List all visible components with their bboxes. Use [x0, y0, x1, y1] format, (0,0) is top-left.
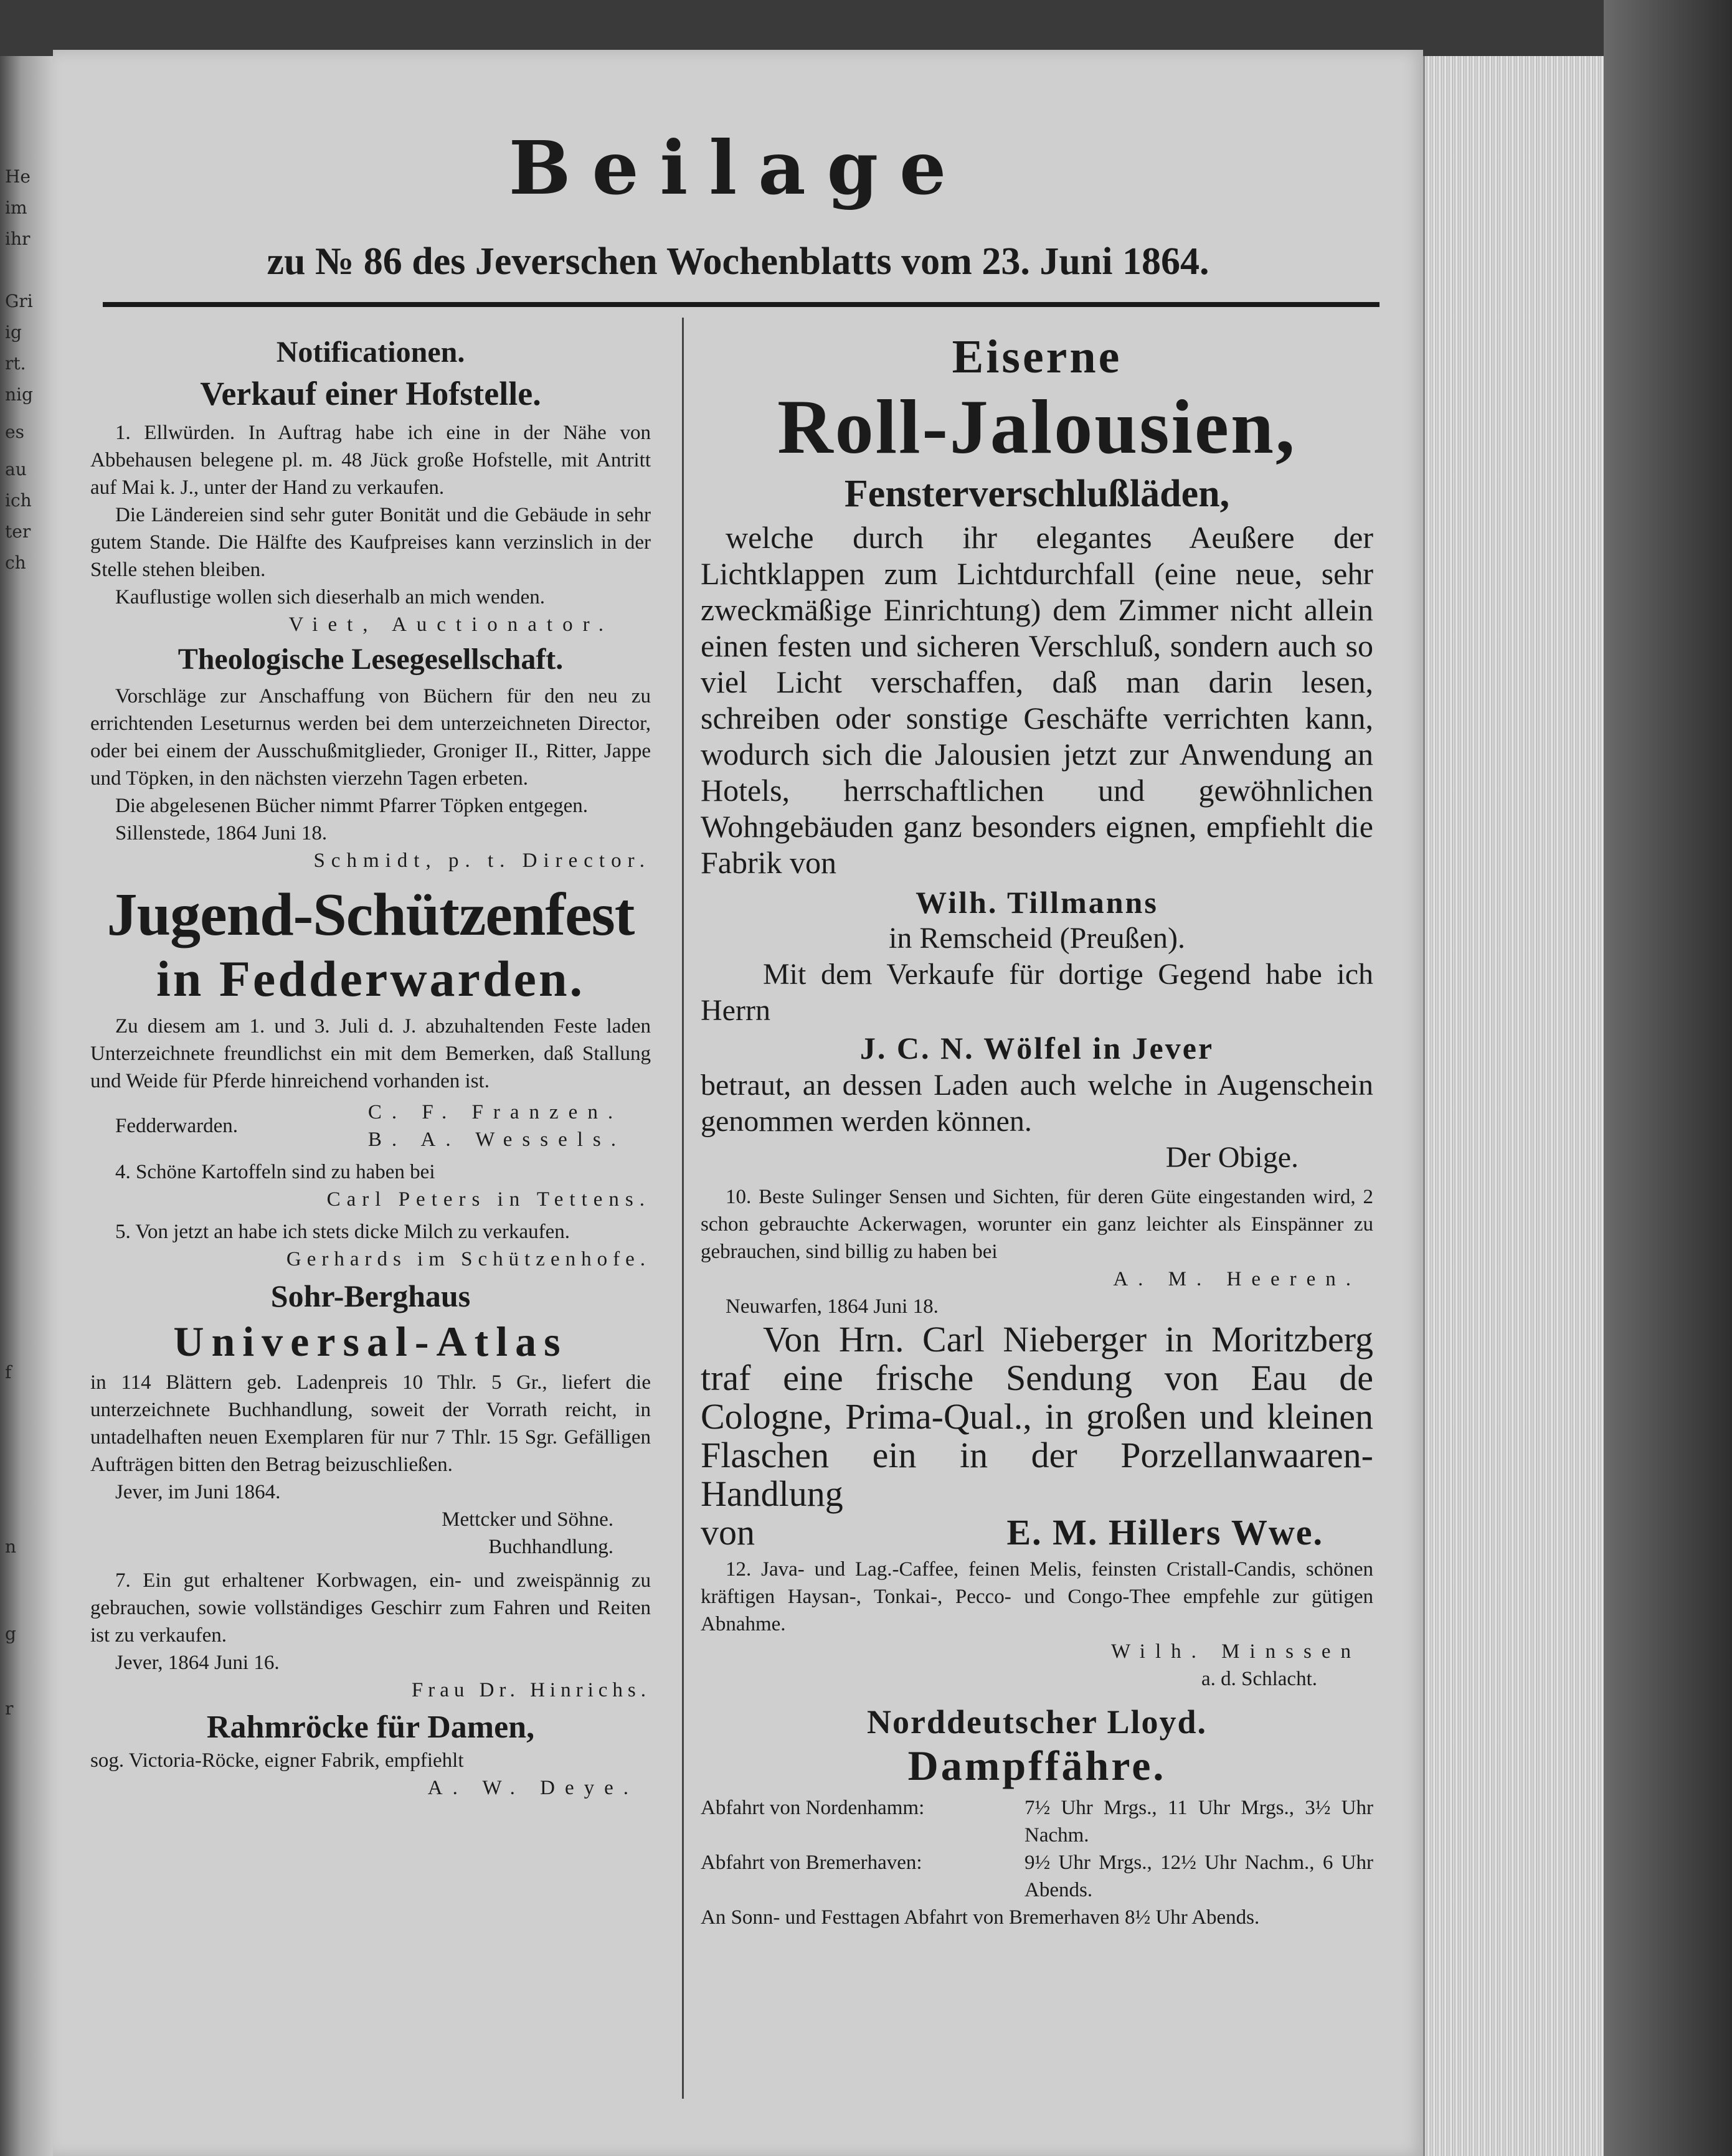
background-right: [1604, 0, 1732, 2156]
lesegesellschaft-paragraph: Die abgelesenen Bücher nimmt Pfarrer Töpken entgegen.: [115, 795, 589, 817]
atlas-signature: Buchhandlung.: [488, 1536, 613, 1558]
header-rule: [103, 302, 1379, 307]
margin-fragment: es: [5, 422, 24, 442]
kartoffeln-paragraph: 4. Schöne Kartoffeln sind zu haben bei: [115, 1161, 435, 1183]
notifications-heading: Notificationen.: [276, 336, 465, 369]
right-column: [701, 330, 1373, 1931]
tillmanns-name: Wilh. Tillmanns: [916, 885, 1158, 920]
lesegesellschaft-heading: Theologische Lesegesellschaft.: [177, 643, 564, 676]
hofstelle-paragraph: Kauflustige wollen sich dieserhalb an mich wenden.: [115, 586, 546, 608]
margin-fragment: r: [5, 1698, 14, 1719]
rahmroecke-heading: Rahmröcke für Damen,: [206, 1709, 535, 1745]
verkauf-paragraph: Mit dem Verkaufe für dortige Gegend habe ich Herrn: [701, 958, 1373, 1027]
schuetzenfest-paragraph: Zu diesem am 1. und 3. Juli d. J. abzuhaltenden Feste laden Unterzeichnete freundlichst ein mit dem Bemerken, daß Stallung und Weide für Pferde hinreichend vorhanden ist.: [90, 1015, 651, 1092]
atlas-place: Jever, im Juni 1864.: [115, 1481, 281, 1503]
cologne-paragraph: Von Hrn. Carl Nieberger in Moritzberg traf eine frische Sendung von Eau de Cologne, Prima-Qual., in großen und kleinen Flaschen ein in der Porzellanwaaren-Handlung: [701, 1319, 1373, 1514]
column-divider: [682, 318, 684, 2099]
korbwagen-paragraph: 7. Ein gut erhaltener Korbwagen, ein- und zweispännig zu gebrauchen, sowie vollständiges Geschirr zum Fahren und Reiten ist zu verkaufen.: [90, 1569, 651, 1647]
timetable-label: Abfahrt von Nordenhamm:: [701, 1797, 925, 1819]
jalousien-paragraph: welche durch ihr elegantes Aeußere der Lichtklappen zum Lichtdurchfall (eine neue, sehr zweckmäßige Einrichtung) dem Zimmer nicht allein einen festen und sicheren Verschluß, sondern auch so viel Licht verschaffen, daß man darin lesen, schreiben oder sonstige Geschäfte verrichten kann, wodurch sich die Jalousien jetzt zur Anwendung an Hotels, herrschaftlichen und gewöhnlichen Wohngebäuden ganz besonders eignen, empfiehlt die Fabrik von: [701, 520, 1373, 880]
left-column: [90, 330, 651, 1802]
caffee-paragraph: 12. Java- und Lag.-Caffee, feinen Melis, feinsten Cristall-Candis, schönen kräftigen Haysan-, Tonkai-, Pecco- und Congo-Thee empfehle zur gütigen Abnahme.: [701, 1558, 1373, 1635]
hofstelle-heading: Verkauf einer Hofstelle.: [200, 375, 541, 412]
betraut-paragraph: betraut, an dessen Laden auch welche in Augenschein genommen werden können.: [701, 1069, 1373, 1138]
rahmroecke-signature: A. W. Deye.: [427, 1777, 638, 1799]
caffee-signature: a. d. Schlacht.: [1201, 1668, 1317, 1690]
margin-fragment: im: [5, 197, 27, 218]
milch-paragraph: 5. Von jetzt an habe ich stets dicke Milch zu verkaufen.: [115, 1221, 570, 1243]
margin-fragment: ich: [5, 490, 32, 511]
jalousien-subheading: Fensterverschlußläden,: [844, 473, 1230, 515]
margin-fragment: rt.: [5, 353, 26, 374]
margin-fragment: au: [5, 459, 27, 480]
book-fore-edge: [1423, 56, 1606, 2156]
cologne-von: von: [701, 1512, 755, 1553]
feiertag-note: An Sonn- und Festtagen Abfahrt von Bremerhaven 8½ Uhr Abends.: [701, 1906, 1260, 1929]
atlas-signature: Mettcker und Söhne.: [442, 1508, 613, 1531]
schuetzenfest-signature: B. A. Wessels.: [367, 1128, 626, 1151]
previous-page-edge: [0, 56, 53, 2156]
lesegesellschaft-paragraph: Vorschläge zur Anschaffung von Büchern für den neu zu errichtenden Leseturnus werden bei dem unterzeichneten Director, oder bei einem der Ausschußmitglieder, Groniger II., Ritter, Jappe und Töpken, in den nächsten vierzehn Tagen erbeten.: [90, 685, 651, 790]
atlas-heading: Sohr-Berghaus: [270, 1279, 471, 1313]
margin-fragment: ihr: [5, 229, 31, 249]
caffee-signature: Wilh. Minssen: [1110, 1640, 1361, 1663]
margin-fragment: He: [5, 166, 31, 187]
sensen-place: Neuwarfen, 1864 Juni 18.: [726, 1295, 939, 1318]
atlas-title: Universal-Atlas: [173, 1318, 568, 1365]
timetable-row: [701, 1849, 1373, 1904]
korbwagen-place: Jever, 1864 Juni 16.: [115, 1652, 280, 1674]
hofstelle-signature: Viet, Auctionator.: [288, 613, 613, 636]
margin-fragment: ch: [5, 552, 26, 573]
page-title: Beilage: [508, 125, 968, 211]
jalousien-heading: Roll-Jalousien,: [777, 384, 1297, 470]
page-subtitle: zu № 86 des Jeverschen Wochenblatts vom 23. Juni 1864.: [267, 240, 1209, 283]
margin-fragment: nig: [5, 384, 33, 405]
margin-fragment: Gri: [5, 291, 33, 311]
kartoffeln-signature: Carl Peters in Tettens.: [326, 1188, 651, 1211]
lloyd-heading: Norddeutscher Lloyd.: [866, 1703, 1208, 1741]
tillmanns-place: in Remscheid (Preußen).: [889, 922, 1185, 955]
hofstelle-paragraph: Die Ländereien sind sehr guter Bonität und die Gebäude in sehr gutem Stande. Die Hälfte des Kaufpreises kann verzinslich in der Stelle stehen bleiben.: [90, 504, 651, 581]
timetable-value: 7½ Uhr Mrgs., 11 Uhr Mrgs., 3½ Uhr Nachm.: [1025, 1797, 1373, 1846]
timetable-value: 9½ Uhr Mrgs., 12½ Uhr Nachm., 6 Uhr Abends.: [1025, 1851, 1373, 1901]
hofstelle-paragraph: 1. Ellwürden. In Auftrag habe ich eine in der Nähe von Abbehausen belegene pl. m. 48 Jück große Hofstelle, mit Antritt auf Mai k. J., unter der Hand zu verkaufen.: [90, 422, 651, 499]
margin-fragment: ig: [5, 322, 22, 343]
jalousien-heading-small: Eiserne: [952, 331, 1122, 383]
milch-signature: Gerhards im Schützenhofe.: [286, 1248, 651, 1270]
timetable-label: Abfahrt von Bremerhaven:: [701, 1851, 922, 1874]
newspaper-page: [53, 50, 1423, 2156]
sensen-signature: A. M. Heeren.: [1113, 1268, 1361, 1290]
margin-fragment: g: [5, 1624, 16, 1644]
dampffaehre-heading: Dampffähre.: [907, 1742, 1166, 1789]
obige-signature: Der Obige.: [1165, 1141, 1299, 1174]
atlas-paragraph: in 114 Blättern geb. Ladenpreis 10 Thlr. 5 Gr., liefert die unterzeichnete Buchhandlung, soweit der Vorrath reicht, in untadelhaften neuen Exemplaren für nur 7 Thlr. 15 Sgr. Gefälligen Aufträgen bitten den Betrag beizuschließen.: [90, 1371, 651, 1476]
schuetzenfest-heading: Jugend-Schützenfest: [106, 881, 635, 948]
sensen-paragraph: 10. Beste Sulinger Sensen und Sichten, für deren Güte eingestanden wird, 2 schon gebrauchte Ackerwagen, worunter ein ganz leichter als Einspänner zu gebrauchen, sind billig zu haben bei: [701, 1186, 1373, 1263]
lesegesellschaft-signature: Schmidt, p. t. Director.: [313, 849, 651, 872]
korbwagen-signature: Frau Dr. Hinrichs.: [411, 1679, 651, 1701]
hillers-name: E. M. Hillers Wwe.: [1006, 1512, 1323, 1553]
margin-fragment: n: [5, 1536, 17, 1557]
rahmroecke-paragraph: sog. Victoria-Röcke, eigner Fabrik, empfiehlt: [90, 1749, 464, 1772]
timetable-row: [701, 1794, 1373, 1849]
schuetzenfest-subheading: in Fedderwarden.: [156, 950, 585, 1007]
margin-fragment: ter: [5, 521, 31, 542]
schuetzenfest-place: Fedderwarden.: [115, 1115, 239, 1137]
lesegesellschaft-place: Sillenstede, 1864 Juni 18.: [115, 822, 328, 844]
schuetzenfest-signature: C. F. Franzen.: [367, 1101, 623, 1123]
margin-fragment: f: [5, 1362, 12, 1383]
woelfel-name: J. C. N. Wölfel in Jever: [859, 1031, 1214, 1066]
